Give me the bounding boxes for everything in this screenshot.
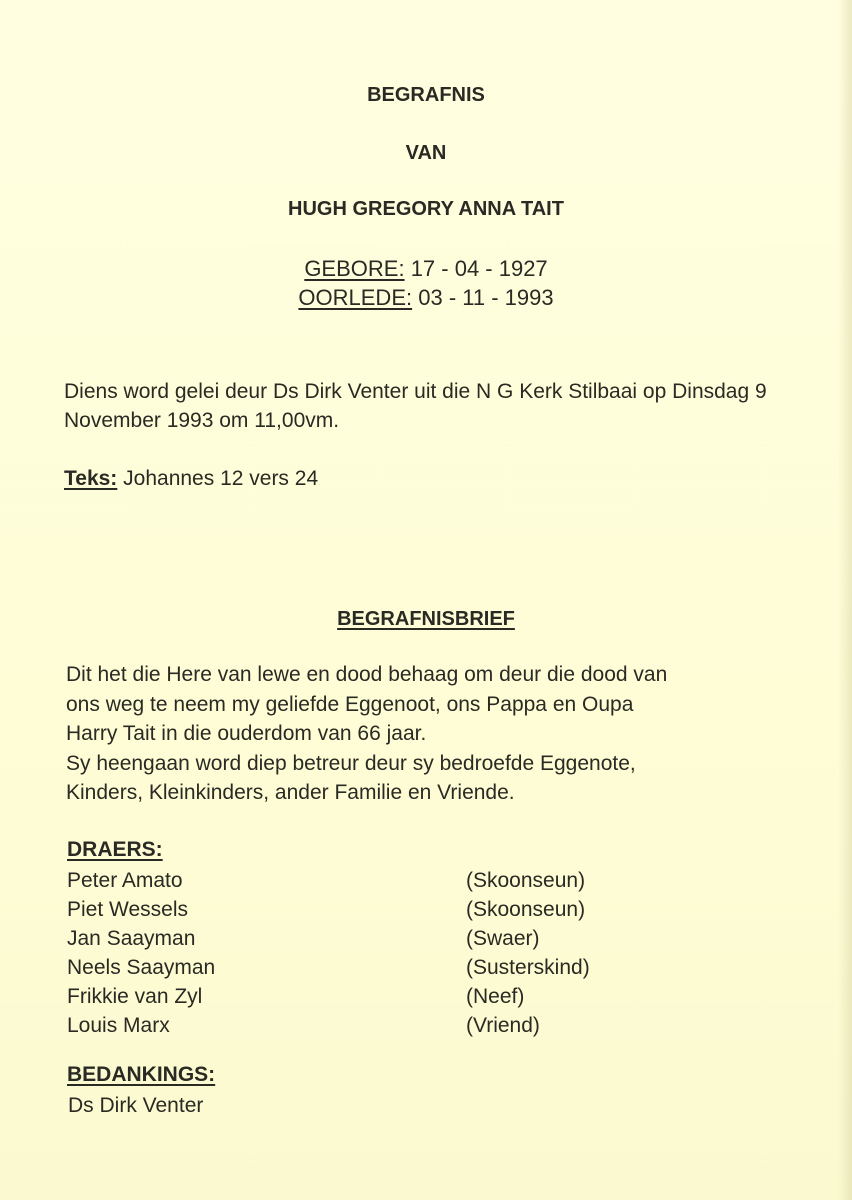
bearer-relation: (Neef) [466,985,525,1008]
bearer-relation: (Susterskind) [466,956,590,979]
bearer-name: Peter Amato [67,869,183,892]
notice-line: Dit het die Here van lewe en dood behaag om deur die dood van [66,663,668,686]
bearer-row [67,895,687,924]
bearer-relation: (Skoonseun) [466,898,586,921]
bearer-name: Piet Wessels [67,898,188,921]
paper-edge-shadow [838,0,852,1200]
born-line [0,256,852,282]
bearer-row [67,924,687,953]
born-date: 17 - 04 - 1927 [410,256,548,281]
bearer-relation: (Skoonseun) [466,869,586,892]
document-title: BEGRAFNIS [367,84,485,106]
notice-line: ons weg te neem my geliefde Eggenoot, ons Pappa en Oupa [66,692,634,716]
notice-text [66,660,826,808]
bearer-name: Frikkie van Zyl [67,985,203,1008]
scripture-line [64,464,804,493]
died-date: 03 - 11 - 1993 [418,285,554,310]
died-line [0,285,852,311]
notice-heading: BEGRAFNISBRIEF [337,608,515,630]
thanks-value: Ds Dirk Venter [68,1094,204,1117]
notice-line: Harry Tait in die ouderdom van 66 jaar. [66,722,427,745]
title-van: VAN [405,142,447,164]
born-label: GEBORE: [304,256,405,281]
bearer-row [67,982,687,1011]
bearer-relation: (Vriend) [466,1014,540,1037]
bearer-row [67,1011,687,1040]
bearers-heading: DRAERS: [67,838,163,861]
bearer-relation: (Swaer) [466,927,540,950]
died-label: OORLEDE: [298,285,413,310]
teks-value: Johannes 12 vers 24 [123,467,319,490]
thanks-heading: BEDANKINGS: [67,1063,216,1086]
bearers-list [67,866,687,1040]
bearer-name: Louis Marx [67,1014,170,1037]
bearer-row [67,953,687,982]
service-details: Diens word gelei deur Ds Dirk Venter uit die N G Kerk Stilbaai op Dinsdag 9 November 1993 om 11,00vm. [64,380,767,432]
bearer-name: Neels Saayman [67,956,216,979]
bearer-name: Jan Saayman [67,927,196,950]
teks-label: Teks: [64,467,118,490]
deceased-name: HUGH GREGORY ANNA TAIT [288,198,564,220]
notice-line: Kinders, Kleinkinders, ander Familie en Vriende. [66,781,515,804]
bearer-row [67,866,687,895]
notice-line: Sy heengaan word diep betreur deur sy bedroefde Eggenote, [66,751,636,775]
